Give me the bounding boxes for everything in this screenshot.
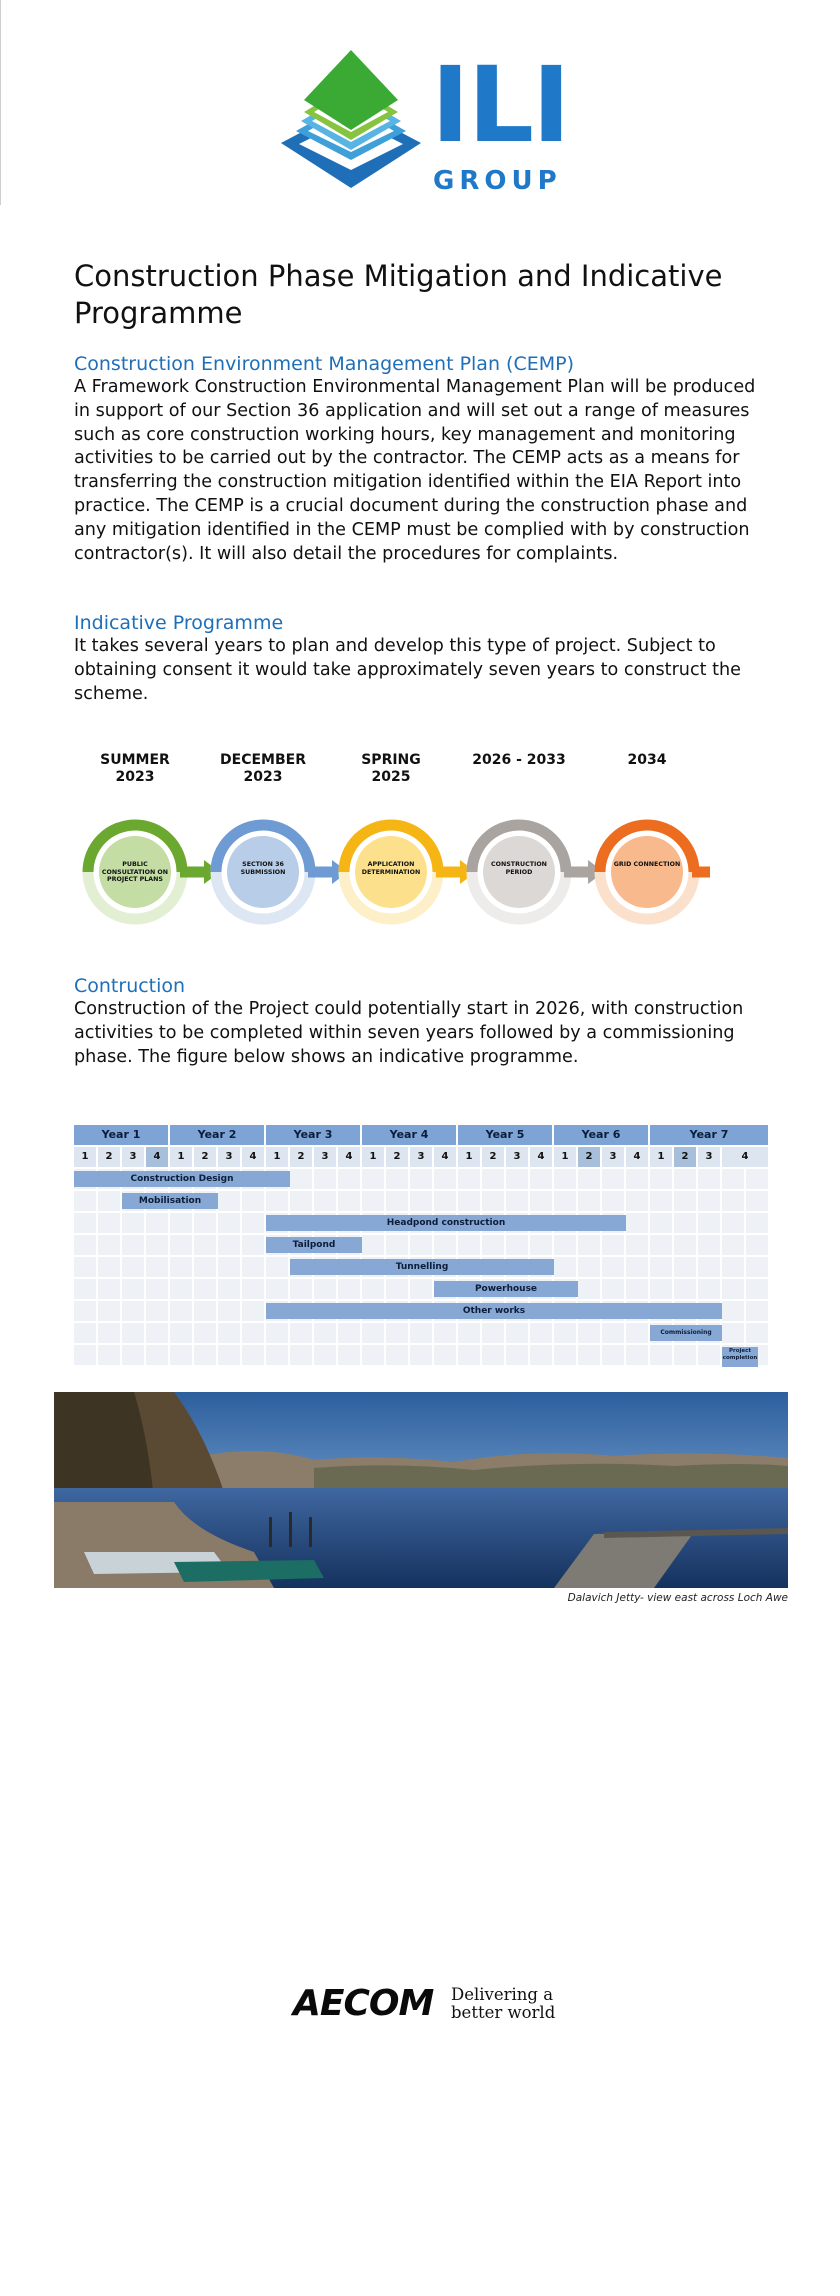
gantt-quarter-header: 2 [290, 1147, 314, 1169]
gantt-grid-cell [242, 1213, 266, 1235]
timeline-date-5 [592, 752, 702, 769]
gantt-grid-cell [746, 1191, 770, 1213]
gantt-quarter-header: 1 [458, 1147, 482, 1169]
gantt-grid-cell [506, 1323, 530, 1345]
gantt-grid-cell [386, 1169, 410, 1191]
gantt-quarter-header: 4 [338, 1147, 362, 1169]
gantt-quarter-header: 1 [362, 1147, 386, 1169]
programme-gantt-chart [74, 1125, 770, 1367]
gantt-quarter-header: 3 [410, 1147, 434, 1169]
gantt-grid-cell [170, 1345, 194, 1367]
gantt-grid-cell [146, 1235, 170, 1257]
gantt-grid-cell [170, 1323, 194, 1345]
gantt-grid-cell [554, 1323, 578, 1345]
gantt-grid-cell [746, 1169, 770, 1191]
gantt-bar-other-works: Other works [266, 1303, 722, 1319]
gantt-grid-cell [74, 1345, 98, 1367]
gantt-task-row [74, 1345, 770, 1367]
cemp-section [74, 352, 774, 566]
gantt-bar-tunnelling: Tunnelling [290, 1259, 554, 1275]
gantt-grid-cell [194, 1235, 218, 1257]
gantt-grid-cell [74, 1301, 98, 1323]
gantt-grid-cell [98, 1235, 122, 1257]
gantt-grid-cell [218, 1235, 242, 1257]
gantt-grid-cell [170, 1279, 194, 1301]
gantt-grid-cell [650, 1191, 674, 1213]
gantt-grid-cell [602, 1235, 626, 1257]
gantt-bar-commissioning: Commissioning [650, 1325, 722, 1341]
gantt-quarter-header: 3 [314, 1147, 338, 1169]
gantt-year-header: Year 4 [362, 1125, 458, 1147]
gantt-grid-cell [266, 1345, 290, 1367]
gantt-grid-cell [506, 1235, 530, 1257]
gantt-quarter-header: 1 [170, 1147, 194, 1169]
gantt-grid-cell [314, 1169, 338, 1191]
gantt-grid-cell [434, 1345, 458, 1367]
gantt-grid-cell [626, 1323, 650, 1345]
construction-section [74, 974, 774, 1069]
gantt-quarter-header: 4 [530, 1147, 554, 1169]
gantt-year-header: Year 2 [170, 1125, 266, 1147]
gantt-grid-cell [194, 1279, 218, 1301]
gantt-grid-cell [458, 1345, 482, 1367]
logo-brand-text: ILI [431, 44, 569, 166]
timeline-date-line2: 2025 [371, 769, 411, 785]
gantt-grid-cell [74, 1279, 98, 1301]
gantt-grid-cell [242, 1279, 266, 1301]
gantt-grid-cell [74, 1323, 98, 1345]
gantt-grid-cell [314, 1345, 338, 1367]
gantt-grid-cell [698, 1213, 722, 1235]
gantt-quarter-header: 2 [578, 1147, 602, 1169]
timeline-milestone-5 [600, 825, 710, 919]
gantt-grid-cell [290, 1323, 314, 1345]
gantt-grid-cell [314, 1191, 338, 1213]
gantt-grid-cell [530, 1235, 554, 1257]
gantt-grid-cell [434, 1169, 458, 1191]
gantt-quarter-header: 4 [146, 1147, 170, 1169]
gantt-grid-cell [98, 1345, 122, 1367]
timeline-date-line1: SPRING [361, 752, 421, 768]
gantt-grid-cell [698, 1345, 722, 1367]
gantt-grid-cell [722, 1235, 746, 1257]
gantt-grid-cell [362, 1323, 386, 1345]
gantt-quarter-header: 4 [434, 1147, 458, 1169]
gantt-grid-cell [122, 1257, 146, 1279]
gantt-grid-cell [410, 1279, 434, 1301]
gantt-grid-cell [506, 1345, 530, 1367]
construction-body: Construction of the Project could potentially start in 2026, with construction activities to be completed within seven years followed by a commissioning phase. The figure below shows an indicative programme. [74, 999, 744, 1067]
construction-title: Contruction [74, 975, 186, 997]
indicative-title: Indicative Programme [74, 612, 284, 634]
gantt-grid-cell [98, 1279, 122, 1301]
gantt-grid-cell [98, 1257, 122, 1279]
gantt-quarter-header: 2 [194, 1147, 218, 1169]
gantt-quarter-header: 1 [650, 1147, 674, 1169]
gantt-grid-cell [362, 1191, 386, 1213]
gantt-grid-cell [74, 1257, 98, 1279]
gantt-grid-cell [386, 1191, 410, 1213]
gantt-grid-cell [602, 1345, 626, 1367]
gantt-grid-cell [626, 1213, 650, 1235]
gantt-grid-cell [554, 1257, 578, 1279]
gantt-grid-cell [122, 1235, 146, 1257]
gantt-grid-cell [218, 1191, 242, 1213]
gantt-quarter-header: 3 [698, 1147, 722, 1169]
timeline-date-3 [336, 752, 446, 786]
gantt-grid-cell [410, 1323, 434, 1345]
gantt-grid-cell [194, 1301, 218, 1323]
gantt-grid-cell [602, 1169, 626, 1191]
gantt-grid-cell [266, 1323, 290, 1345]
gantt-grid-cell [338, 1191, 362, 1213]
gantt-bar-mobilisation: Mobilisation [122, 1193, 218, 1209]
indicative-section [74, 611, 774, 706]
gantt-grid-cell [434, 1323, 458, 1345]
gantt-grid-cell [482, 1345, 506, 1367]
gantt-grid-cell [530, 1191, 554, 1213]
logo-brand-subtext: GROUP [433, 166, 562, 196]
gantt-grid-cell [674, 1191, 698, 1213]
gantt-bar-headpond-construction: Headpond construction [266, 1215, 626, 1231]
gantt-grid-cell [554, 1169, 578, 1191]
gantt-grid-cell [650, 1345, 674, 1367]
timeline-date-2 [208, 752, 318, 786]
gantt-quarter-header: 2 [482, 1147, 506, 1169]
gantt-grid-cell [146, 1257, 170, 1279]
gantt-grid-cell [746, 1235, 770, 1257]
gantt-grid-cell [290, 1169, 314, 1191]
timeline-date-line1: 2034 [627, 752, 667, 768]
gantt-grid-cell [626, 1191, 650, 1213]
gantt-grid-cell [626, 1257, 650, 1279]
timeline-stage-label-2: SECTION 36 SUBMISSION [240, 861, 286, 876]
gantt-grid-cell [578, 1323, 602, 1345]
timeline-stage-label-4: CONSTRUCTION PERIOD [491, 861, 547, 876]
gantt-grid-cell [482, 1169, 506, 1191]
gantt-quarter-row [74, 1147, 770, 1169]
gantt-grid-cell [722, 1323, 746, 1345]
gantt-grid-cell [626, 1235, 650, 1257]
gantt-grid-cell [122, 1213, 146, 1235]
gantt-grid-cell [578, 1257, 602, 1279]
gantt-grid-cell [170, 1301, 194, 1323]
timeline-date-line1: 2026 - 2033 [472, 752, 566, 768]
gantt-bar-construction-design: Construction Design [74, 1171, 290, 1187]
gantt-grid-cell [674, 1235, 698, 1257]
gantt-grid-cell [122, 1301, 146, 1323]
timeline-date-line2: 2023 [243, 769, 283, 785]
gantt-quarter-header: 1 [554, 1147, 578, 1169]
gantt-grid-cell [530, 1323, 554, 1345]
gantt-grid-cell [338, 1345, 362, 1367]
gantt-grid-cell [410, 1235, 434, 1257]
gantt-grid-cell [746, 1323, 770, 1345]
gantt-grid-cell [218, 1345, 242, 1367]
gantt-grid-cell [314, 1279, 338, 1301]
gantt-grid-cell [698, 1279, 722, 1301]
gantt-grid-cell [122, 1345, 146, 1367]
gantt-grid-cell [290, 1279, 314, 1301]
gantt-quarter-header: 2 [98, 1147, 122, 1169]
gantt-grid-cell [146, 1345, 170, 1367]
gantt-bar-project-completion: Project completion [722, 1347, 758, 1367]
gantt-grid-cell [722, 1169, 746, 1191]
gantt-grid-cell [242, 1191, 266, 1213]
gantt-grid-cell [650, 1279, 674, 1301]
gantt-grid-cell [650, 1169, 674, 1191]
timeline-date-line1: DECEMBER [220, 752, 306, 768]
gantt-grid-cell [218, 1279, 242, 1301]
page-edge-line [0, 0, 1, 205]
gantt-grid-cell [722, 1257, 746, 1279]
gantt-grid-cell [290, 1191, 314, 1213]
gantt-grid-cell [602, 1323, 626, 1345]
gantt-grid-cell [506, 1169, 530, 1191]
cemp-body: A Framework Construction Environmental Management Plan will be produced in support of our Section 36 application and will set out a range of measures such as core construction working hours, key management and monitoring activities to be carried out by the contractor. The CEMP acts as a means for transferring the construction mitigation identified within the EIA Report into practice. The CEMP is a crucial document during the construction phase and any mitigation identified in the CEMP must be complied with by construction contractor(s). It will also detail the procedures for complaints. [74, 377, 756, 564]
gantt-grid-cell [482, 1235, 506, 1257]
gantt-grid-cell [554, 1235, 578, 1257]
gantt-grid-cell [554, 1191, 578, 1213]
gantt-grid-cell [170, 1257, 194, 1279]
gantt-grid-cell [554, 1345, 578, 1367]
gantt-grid-cell [578, 1235, 602, 1257]
gantt-quarter-header: 2 [674, 1147, 698, 1169]
gantt-grid-cell [146, 1323, 170, 1345]
gantt-grid-cell [386, 1323, 410, 1345]
timeline-stage-label-5: GRID CONNECTION [613, 861, 681, 868]
gantt-grid-cell [146, 1213, 170, 1235]
gantt-year-header: Year 1 [74, 1125, 170, 1147]
page-title: Construction Phase Mitigation and Indicative Programme [74, 259, 723, 330]
gantt-grid-cell [74, 1235, 98, 1257]
gantt-grid-cell [194, 1345, 218, 1367]
timeline-date-1 [80, 752, 190, 786]
gantt-grid-cell [458, 1323, 482, 1345]
gantt-grid-cell [578, 1191, 602, 1213]
gantt-grid-cell [626, 1279, 650, 1301]
gantt-grid-cell [482, 1191, 506, 1213]
gantt-grid-cell [74, 1191, 98, 1213]
gantt-quarter-header: 4 [626, 1147, 650, 1169]
gantt-grid-cell [194, 1213, 218, 1235]
gantt-grid-cell [650, 1235, 674, 1257]
gantt-grid-cell [386, 1279, 410, 1301]
timeline-stage-label-1: PUBLIC CONSULTATION ON PROJECT PLANS [101, 861, 169, 883]
gantt-quarter-header: 1 [74, 1147, 98, 1169]
gantt-grid-cell [530, 1345, 554, 1367]
gantt-grid-cell [626, 1169, 650, 1191]
gantt-grid-cell [482, 1323, 506, 1345]
aecom-tagline [451, 1986, 555, 2022]
gantt-grid-cell [242, 1323, 266, 1345]
gantt-grid-cell [266, 1257, 290, 1279]
gantt-grid-cell [122, 1279, 146, 1301]
gantt-task-row [74, 1257, 770, 1279]
layers-icon [276, 48, 426, 198]
gantt-grid-cell [458, 1169, 482, 1191]
indicative-timeline [70, 752, 720, 927]
gantt-grid-cell [218, 1301, 242, 1323]
gantt-task-row [74, 1301, 770, 1323]
gantt-grid-cell [194, 1257, 218, 1279]
gantt-year-row [74, 1125, 770, 1147]
gantt-grid-cell [698, 1257, 722, 1279]
gantt-grid-cell [674, 1213, 698, 1235]
gantt-grid-cell [338, 1279, 362, 1301]
gantt-grid-cell [506, 1191, 530, 1213]
gantt-grid-cell [290, 1345, 314, 1367]
gantt-grid-cell [698, 1235, 722, 1257]
gantt-grid-cell [74, 1213, 98, 1235]
gantt-grid-cell [746, 1257, 770, 1279]
gantt-grid-cell [410, 1169, 434, 1191]
gantt-task-row [74, 1323, 770, 1345]
cemp-title: Construction Environment Management Plan (CEMP) [74, 353, 574, 375]
gantt-grid-cell [146, 1301, 170, 1323]
gantt-year-header: Year 7 [650, 1125, 770, 1147]
gantt-grid-cell [218, 1257, 242, 1279]
gantt-grid-cell [698, 1169, 722, 1191]
gantt-grid-cell [602, 1257, 626, 1279]
gantt-quarter-header: 4 [722, 1147, 770, 1169]
gantt-quarter-header: 1 [266, 1147, 290, 1169]
gantt-grid-cell [722, 1279, 746, 1301]
gantt-grid-cell [170, 1213, 194, 1235]
gantt-grid-cell [98, 1191, 122, 1213]
gantt-grid-cell [578, 1279, 602, 1301]
gantt-grid-cell [338, 1323, 362, 1345]
gantt-grid-cell [218, 1323, 242, 1345]
gantt-grid-cell [122, 1323, 146, 1345]
gantt-year-header: Year 6 [554, 1125, 650, 1147]
gantt-grid-cell [458, 1191, 482, 1213]
gantt-quarter-header: 3 [602, 1147, 626, 1169]
gantt-grid-cell [242, 1235, 266, 1257]
ili-group-logo [276, 44, 569, 198]
gantt-grid-cell [722, 1213, 746, 1235]
gantt-grid-cell [434, 1191, 458, 1213]
gantt-task-row [74, 1191, 770, 1213]
gantt-grid-cell [746, 1213, 770, 1235]
gantt-grid-cell [674, 1279, 698, 1301]
gantt-quarter-header: 3 [218, 1147, 242, 1169]
aecom-tagline-line2: better world [451, 2003, 556, 2022]
gantt-task-row [74, 1213, 770, 1235]
gantt-grid-cell [746, 1301, 770, 1323]
gantt-grid-cell [194, 1323, 218, 1345]
gantt-grid-cell [98, 1213, 122, 1235]
gantt-grid-cell [314, 1323, 338, 1345]
gantt-grid-cell [242, 1345, 266, 1367]
gantt-grid-cell [722, 1191, 746, 1213]
gantt-year-header: Year 5 [458, 1125, 554, 1147]
gantt-grid-cell [386, 1345, 410, 1367]
aecom-wordmark: AECOM [293, 1983, 434, 2024]
timeline-date-4 [464, 752, 574, 769]
gantt-grid-cell [746, 1279, 770, 1301]
gantt-grid-cell [602, 1191, 626, 1213]
gantt-grid-cell [458, 1235, 482, 1257]
gantt-grid-cell [674, 1345, 698, 1367]
aecom-tagline-line1: Delivering a [451, 1985, 554, 2004]
gantt-grid-cell [266, 1279, 290, 1301]
gantt-task-row [74, 1169, 770, 1191]
gantt-grid-cell [242, 1301, 266, 1323]
aecom-logo [293, 1982, 563, 2028]
gantt-quarter-header: 2 [386, 1147, 410, 1169]
timeline-date-line2: 2023 [115, 769, 155, 785]
gantt-grid-cell [266, 1191, 290, 1213]
gantt-grid-cell [602, 1279, 626, 1301]
gantt-grid-cell [434, 1235, 458, 1257]
indicative-body: It takes several years to plan and develop this type of project. Subject to obtaining consent it would take approximately seven years to construct the scheme. [74, 636, 741, 704]
photo-caption: Dalavich Jetty- view east across Loch Awe [567, 1592, 788, 1604]
gantt-task-row [74, 1235, 770, 1257]
gantt-grid-cell [362, 1235, 386, 1257]
gantt-bar-tailpond: Tailpond [266, 1237, 362, 1253]
gantt-grid-cell [242, 1257, 266, 1279]
gantt-grid-cell [674, 1169, 698, 1191]
gantt-grid-cell [674, 1257, 698, 1279]
gantt-grid-cell [578, 1169, 602, 1191]
gantt-grid-cell [578, 1345, 602, 1367]
gantt-grid-cell [362, 1279, 386, 1301]
gantt-grid-cell [698, 1191, 722, 1213]
gantt-grid-cell [146, 1279, 170, 1301]
timeline-date-line1: SUMMER [100, 752, 170, 768]
gantt-grid-cell [98, 1301, 122, 1323]
gantt-quarter-header: 3 [122, 1147, 146, 1169]
gantt-grid-cell [410, 1345, 434, 1367]
gantt-grid-cell [362, 1345, 386, 1367]
gantt-grid-cell [722, 1301, 746, 1323]
gantt-grid-cell [218, 1213, 242, 1235]
gantt-grid-cell [362, 1169, 386, 1191]
gantt-quarter-header: 4 [242, 1147, 266, 1169]
gantt-grid-cell [410, 1191, 434, 1213]
timeline-stage-label-3: APPLICATION DETERMINATION [361, 861, 421, 876]
gantt-bar-powerhouse: Powerhouse [434, 1281, 578, 1297]
gantt-grid-cell [530, 1169, 554, 1191]
gantt-grid-cell [170, 1235, 194, 1257]
gantt-quarter-header: 3 [506, 1147, 530, 1169]
gantt-grid-cell [338, 1169, 362, 1191]
gantt-grid-cell [98, 1323, 122, 1345]
gantt-grid-cell [386, 1235, 410, 1257]
gantt-task-row [74, 1279, 770, 1301]
gantt-grid-cell [650, 1257, 674, 1279]
gantt-year-header: Year 3 [266, 1125, 362, 1147]
loch-awe-photo [54, 1392, 788, 1588]
gantt-grid-cell [626, 1345, 650, 1367]
gantt-grid-cell [650, 1213, 674, 1235]
